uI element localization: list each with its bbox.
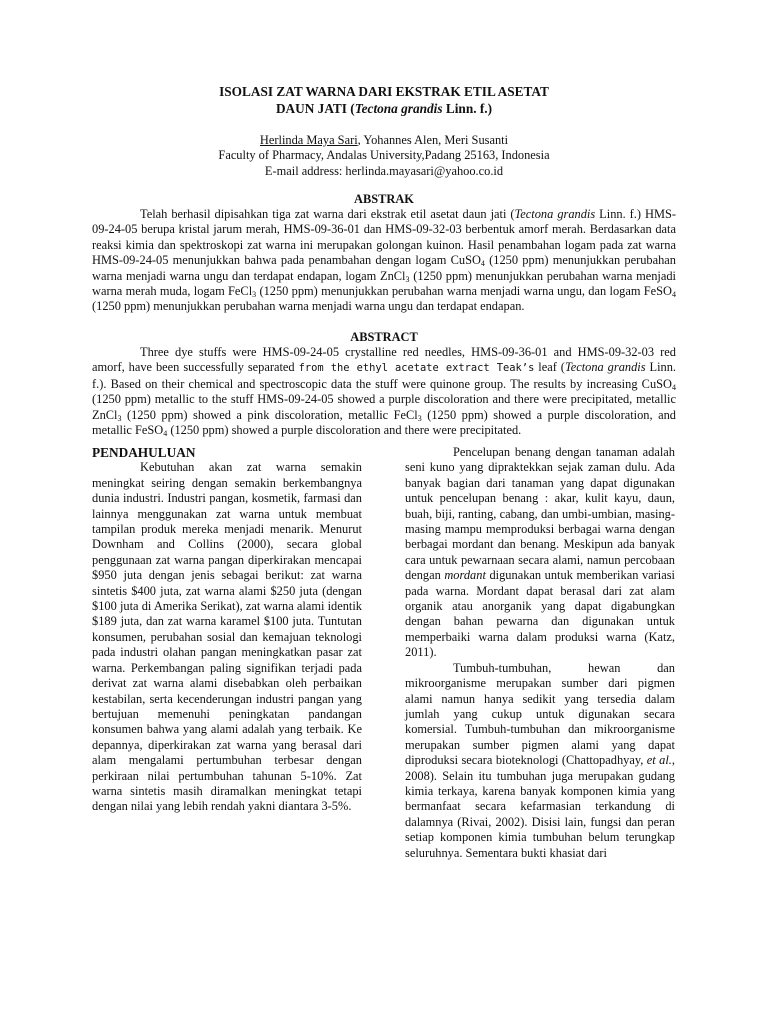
paper-title bbox=[60, 84, 708, 117]
co-authors: , Yohannes Alen, Meri Susanti bbox=[357, 133, 509, 147]
intro-paragraph-2: Pencelupan benang dengan tanaman adalah seni kuno yang dipraktekkan sejak zaman dulu. Ada banyak bagian dari tanaman yang dapat digunakan untuk pencelupan benang : akar, kulit kayu, daun, buah, biji, ranting, cabang, dan umbi-umbian, masing-masing mampu memproduksi berbagai warna dengan berbagai mordant dan benang. Meskipun ada banyak cara untuk pewarnaan secara alami, namun percobaan dengan mordant digunakan untuk memberikan variasi pada warna. Mordant dapat berasal dari zat alam organik atau anorganik yang dapat digabungkan dengan bahan pewarna dan digunakan untuk memperbaiki warna dalam produksi warna (Katz, 2011). bbox=[405, 445, 675, 660]
author-block bbox=[60, 133, 708, 179]
intro-paragraph-1: Kebutuhan akan zat warna semakin meningkat seiring dengan semakin berkembangnya dunia industri. Industri pangan, kosmetik, farmasi dan lainnya menggunakan zat warna untuk membuat tampilan produk mereka menjadi menarik. Menurut Downham and Collins (2000), secara global penggunaan zat warna pangan diperkirakan mencapai $950 juta dengan jenis sebagai berikut: zat warna sintetis $400 juta, zat warna alami $250 juta (dengan $100 juta di Amerika Serikat), zat warna alami identik $189 juta, dan zat warna karamel $100 juta. Tuntutan konsumen, perubahan sosial dan kemajuan teknologi pada industri olahan pangan meningkatkan pasar zat warna. Perkembangan paling signifikan terjadi pada derivat zat warna alami disebabkan oleh perbaikan kestabilan, serta kecenderungan industri pangan yang bertujuan memenuhi peningkatan pandangan konsumen bahwa yang alami adalah yang terbaik. Ke depannya, diperkirakan zat warna yang berasal dari alam mengalami pertumbuhan terbesar dengan perkiraan nilai pertumbuhan tahunan 5-10%. Zat warna sintetis masih diramalkan meningkat tetapi dengan nilai yang lebih rendah yakni diantara 3-5%. bbox=[92, 460, 362, 814]
left-column bbox=[92, 445, 362, 815]
corresponding-author: Herlinda Maya Sari bbox=[259, 133, 358, 147]
intro-paragraph-3: Tumbuh-tumbuhan, hewan dan mikroorganisme merupakan sumber dari pigmen alami namun hanya sedikit yang tersedia dalam jumlah yang cukup untuk digunakan secara komersial. Tumbuh-tumbuhan dan mikroorganisme merupakan sumber pigmen alami yang dapat diproduksi secara bioteknologi (Chattopadhyay, et al., 2008). Selain itu tumbuhan juga merupakan gudang kimia terkaya, karena banyak komponen kimia yang bermanfaat secara kefarmasian terkandung di dalamnya (Rivai, 2002). Disisi lain, fungsi dan peran setiap komponen kimia tumbuhan belum terungkap seluruhnya. Sementara bukti khasiat dari bbox=[405, 660, 675, 860]
abstract-text: Three dye stuffs were HMS-09-24-05 crystalline red needles, HMS-09-36-01 and HMS-09-32-03 red amorf, have been successfully separated from the ethyl acetate extract Teak’s leaf (Tectona grandis Linn. f.). Based on their chemical and spectroscopic data the stuff were quinone group. The results by increasing CuSO$_4$ (1250 ppm) metallic to the stuff HMS-09-24-05 showed a purple discoloration and there were precipitated, metallic ZnCl$_3$ (1250 ppm) showed a pink discoloration, metallic FeCl$_3$ (1250 ppm) showed a purple discoloration, and metallic FeSO$_4$ (1250 ppm) showed a purple discoloration and there were precipitated. bbox=[92, 345, 677, 439]
title-species-name: Tectona grandis bbox=[354, 100, 443, 116]
title-line-2-start: DAUN JATI ( bbox=[275, 100, 355, 116]
email-address: E-mail address: herlinda.mayasari@yahoo.co.id bbox=[264, 163, 504, 178]
abstrak-text: Telah berhasil dipisahkan tiga zat warna dari ekstrak etil asetat daun jati (Tectona grandis Linn. f.) HMS-09-24-05 berupa kristal jarum merah, HMS-09-36-01 dan HMS-09-32-03 berbentuk amorf merah. Berdasarkan data reaksi kimia dan spektroskopi zat warna ini merupakan golongan kuinon. Hasil penambahan logam pada zat warna HMS-09-24-05 menunjukkan bahwa pada penambahan dengan logam CuSO$_4$ (1250 ppm) menunjukkan perubahan warna menjadi warna ungu dan terdapat endapan, logam ZnCl$_3$ (1250 ppm) menunjukkan perubahan warna menjadi warna merah muda, logam FeCl$_3$ (1250 ppm) menunjukkan perubahan warna menjadi warna ungu, dan logam FeSO$_4$ (1250 ppm) menunjukkan perubahan warna menjadi warna ungu dan terdapat endapan. bbox=[92, 207, 677, 314]
abstrak-heading: ABSTRAK bbox=[354, 192, 414, 206]
abstract-heading: ABSTRACT bbox=[350, 330, 418, 344]
paper-header bbox=[60, 84, 708, 179]
title-line-1: ISOLASI ZAT WARNA DARI EKSTRAK ETIL ASETAT bbox=[219, 84, 549, 99]
affiliation: Faculty of Pharmacy, Andalas University,Padang 25163, Indonesia bbox=[218, 148, 550, 163]
section-heading-pendahuluan: PENDAHULUAN bbox=[92, 445, 196, 460]
right-column bbox=[405, 445, 675, 861]
title-line-2-end: Linn. f.) bbox=[442, 100, 493, 116]
